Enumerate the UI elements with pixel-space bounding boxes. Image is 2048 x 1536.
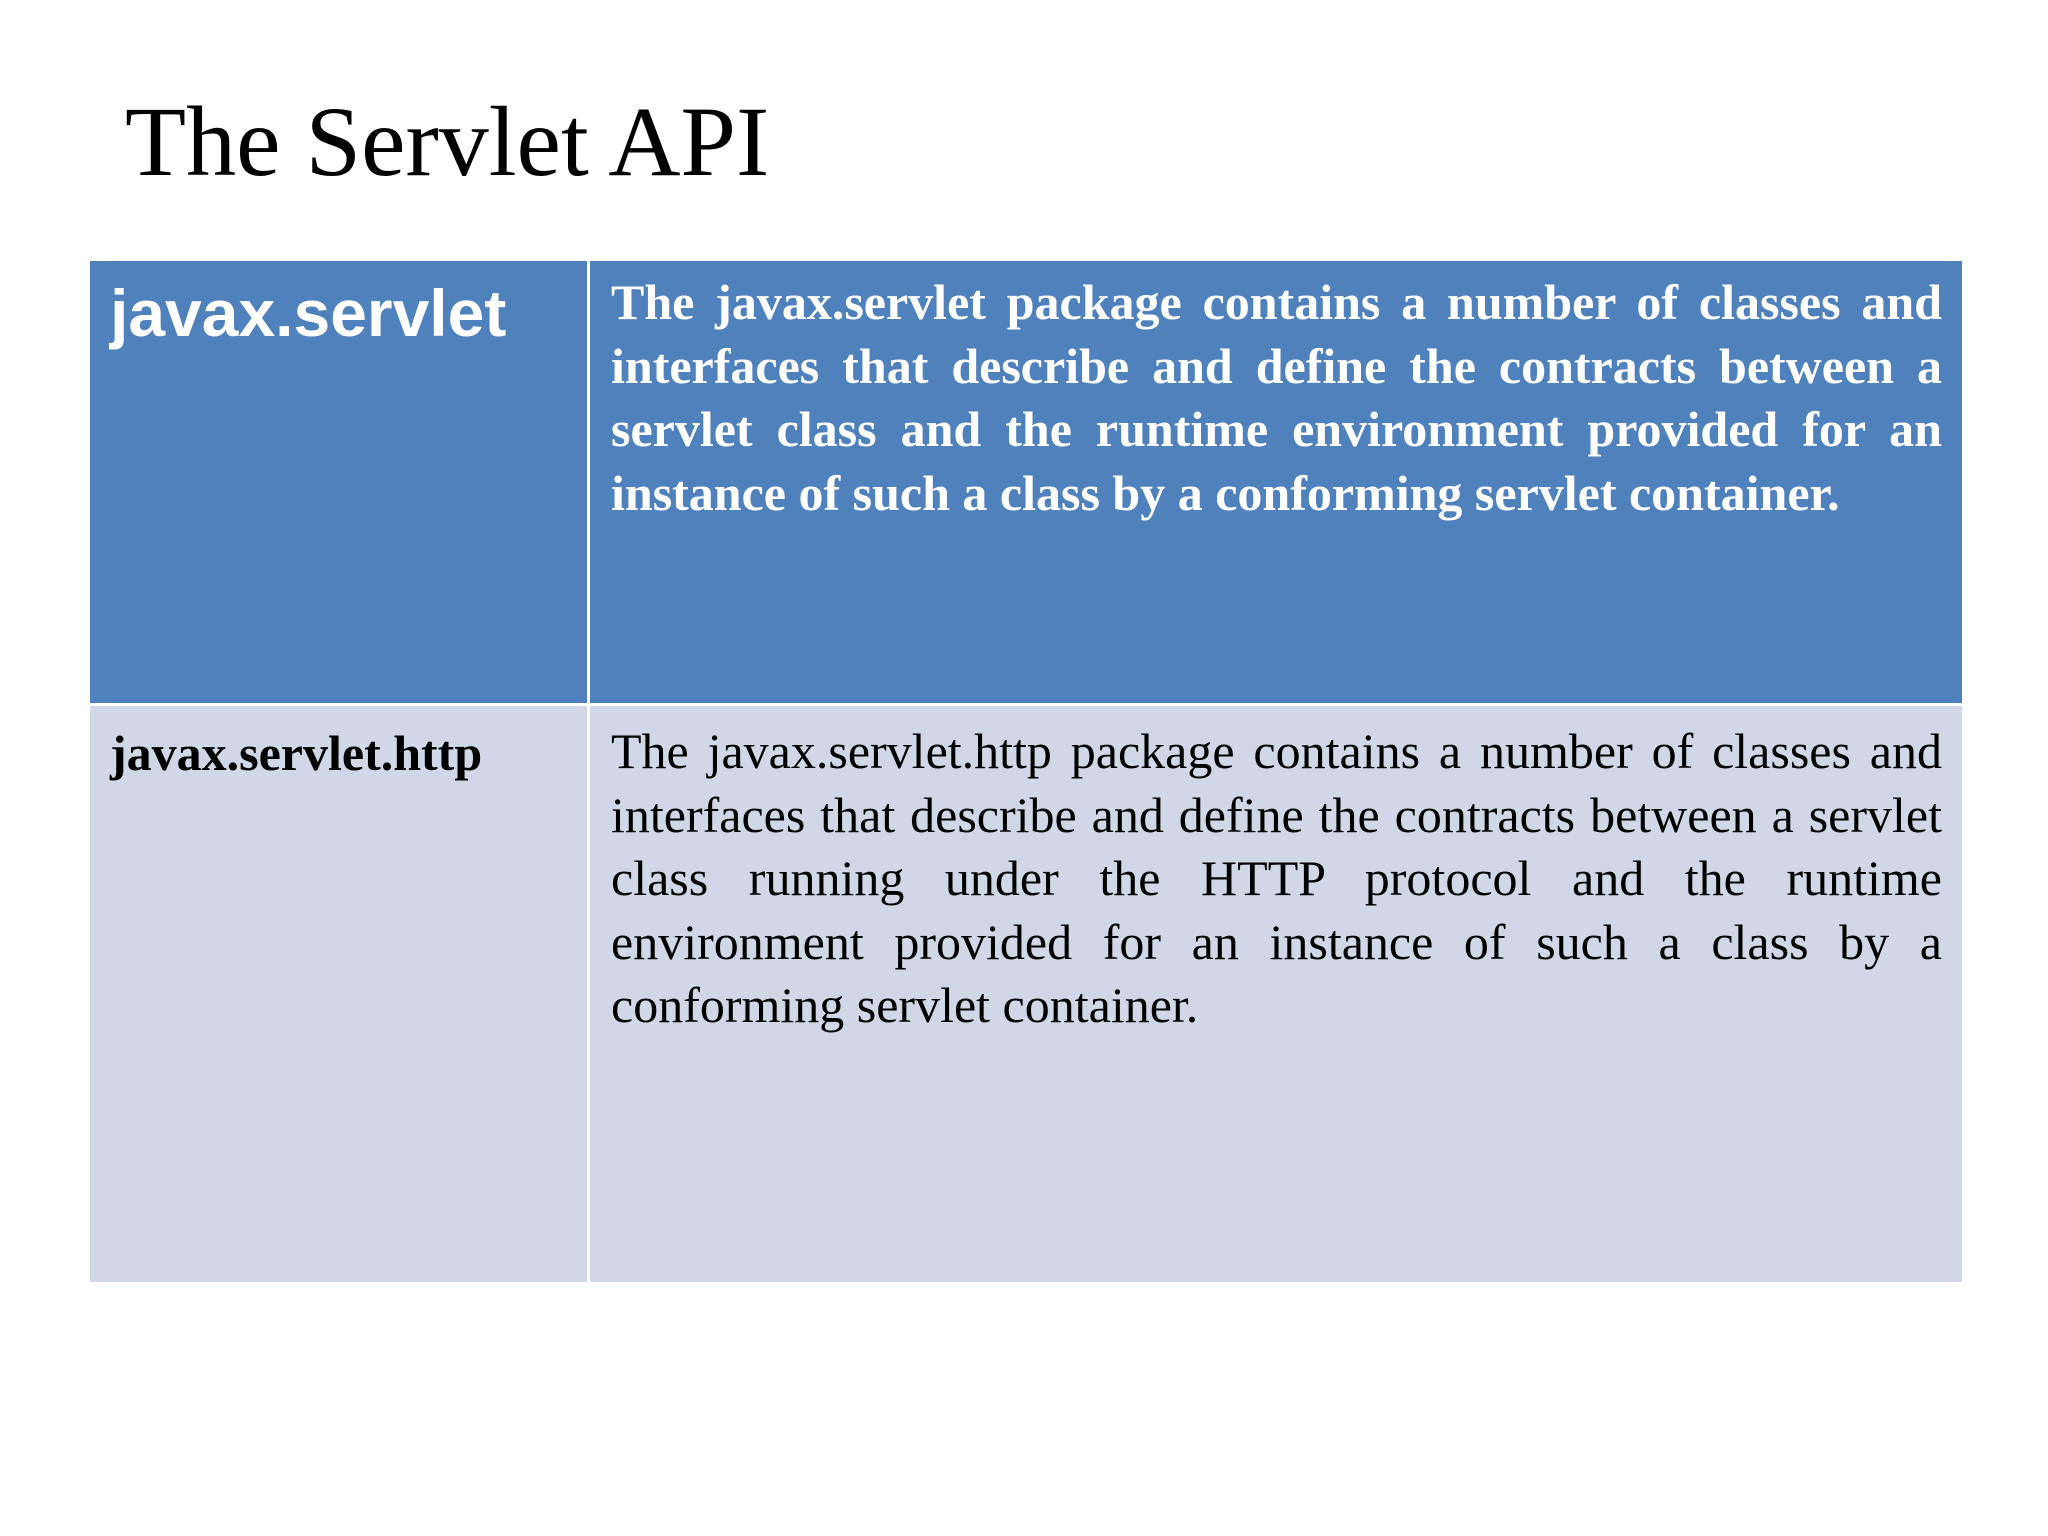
slide-title: The Servlet API	[125, 86, 770, 197]
package-description: The javax.servlet package contains a number of classes and interfaces that describe and define the contracts between a servlet class and the runtime environment provided for an instance of such a class by a conforming servlet container.	[611, 274, 1942, 521]
package-description-cell	[589, 705, 1964, 1284]
package-description-cell	[589, 260, 1964, 705]
package-name-cell	[89, 705, 589, 1284]
package-name: javax.servlet.http	[110, 725, 483, 781]
table-row-javax-servlet-http	[89, 705, 1964, 1284]
package-description: The javax.servlet.http package contains a number of classes and interfaces that describe and define the contracts between a servlet class running under the HTTP protocol and the runtime environment provided for an instance of such a class by a conforming servlet container.	[611, 723, 1942, 1033]
package-name: javax.servlet	[110, 276, 507, 350]
package-name-cell	[89, 260, 589, 705]
servlet-api-table	[87, 258, 1965, 1285]
table-row-javax-servlet	[89, 260, 1964, 705]
